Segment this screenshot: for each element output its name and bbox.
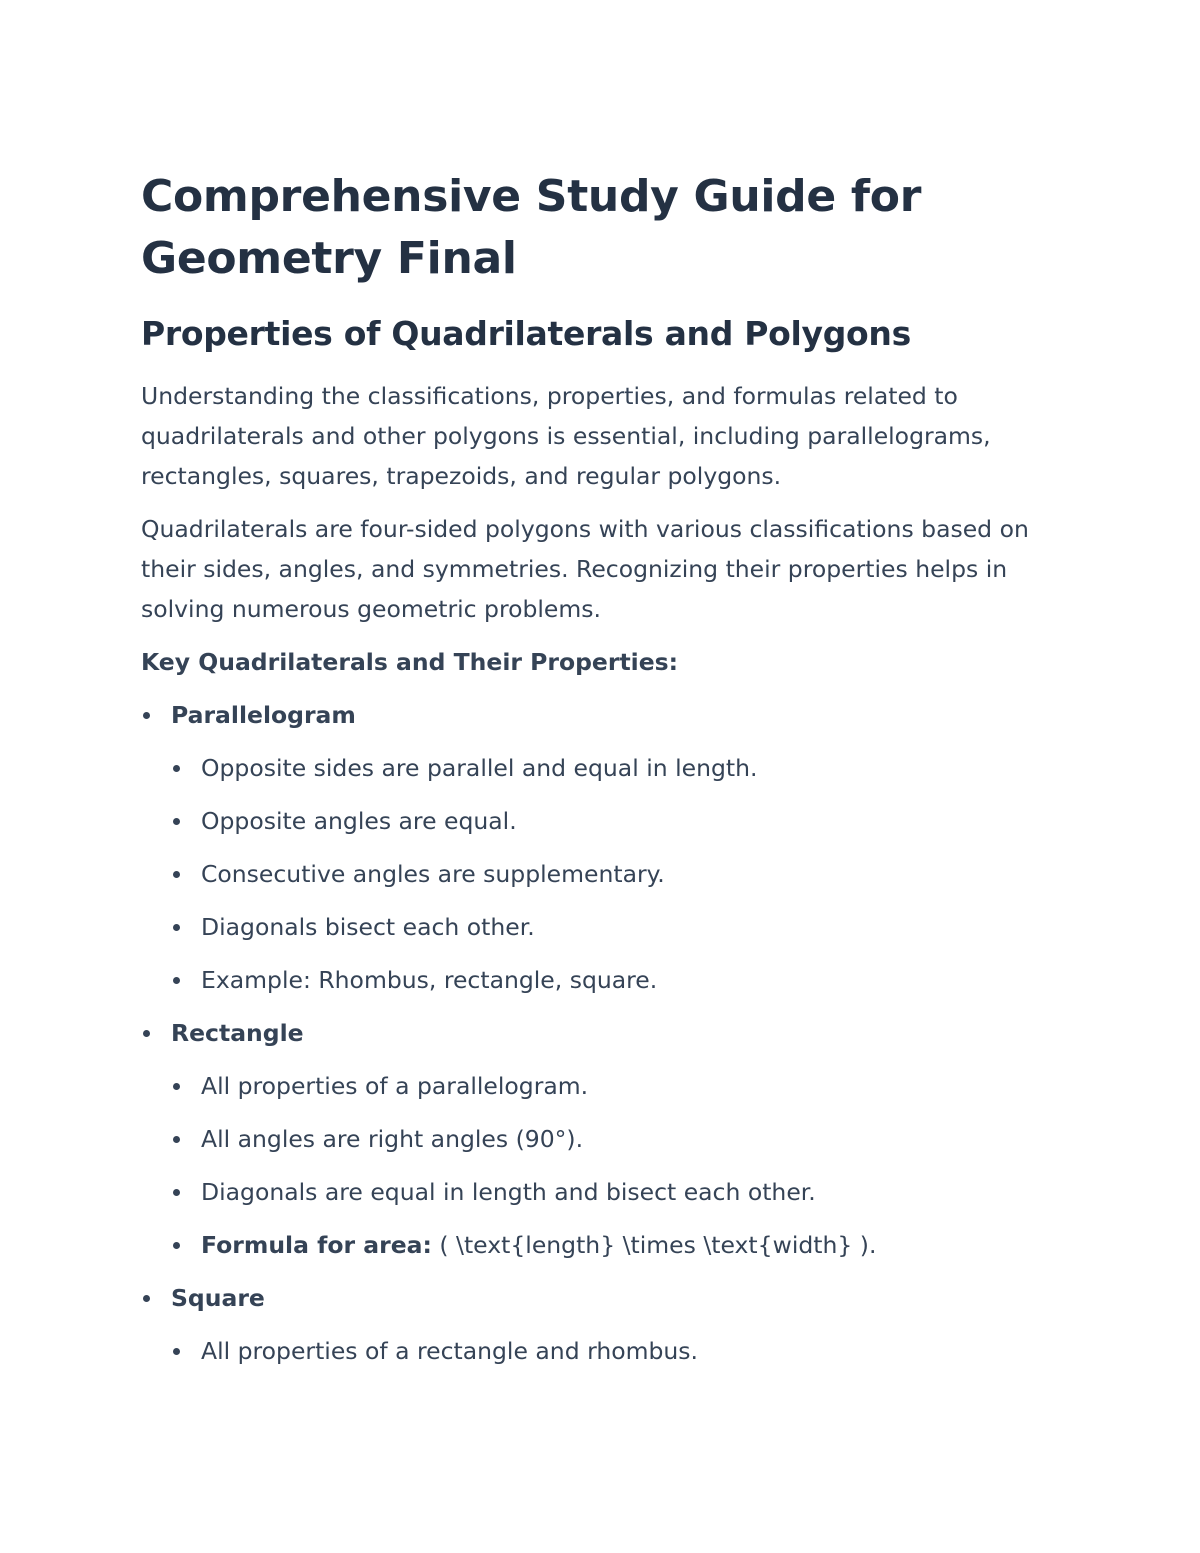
quadrilaterals-paragraph: Quadrilaterals are four-sided polygons with various classifications based on their sides, angles, and symmetries. Recognizing their properties helps in solving numerous geometric problems. [141, 515, 1029, 623]
property-text: Opposite sides are parallel and equal in length. [201, 754, 758, 782]
bullet-icon [173, 871, 180, 878]
bullet-icon [173, 977, 180, 984]
bullet-icon [173, 924, 180, 931]
key-quadrilaterals-label: Key Quadrilaterals and Their Properties: [141, 648, 679, 676]
bullet-icon [143, 712, 150, 719]
bullet-icon [173, 1242, 180, 1249]
list-item [171, 801, 1061, 841]
property-text: Diagonals are equal in length and bisect each other. [201, 1178, 816, 1206]
property-text: All properties of a rectangle and rhombus. [201, 1337, 699, 1365]
list-item [171, 1172, 1061, 1212]
property-text: Example: Rhombus, rectangle, square. [201, 966, 658, 994]
intro-paragraph: Understanding the classifications, properties, and formulas related to quadrilaterals and other polygons is essential, including parallelograms, rectangles, squares, trapezoids, and regular polygons. [141, 382, 991, 490]
bullet-icon [143, 1295, 150, 1302]
list-item-rectangle [141, 1013, 1061, 1265]
bullet-icon [173, 1348, 180, 1355]
list-item-square [141, 1278, 1061, 1371]
list-item [171, 1225, 1061, 1265]
square-properties [171, 1331, 1061, 1371]
formula-label: Formula for area: [201, 1231, 432, 1259]
section-heading: Properties of Quadrilaterals and Polygons [141, 314, 911, 353]
page-title: Comprehensive Study Guide for Geometry Final [141, 171, 922, 284]
property-text: All properties of a parallelogram. [201, 1072, 589, 1100]
list-item [171, 907, 1061, 947]
formula-text: ( \text{length} \times \text{width} ). [431, 1231, 877, 1259]
quadrilateral-list [141, 695, 1061, 1371]
list-item [171, 1331, 1061, 1371]
list-item [171, 1119, 1061, 1159]
property-text: All angles are right angles (90°). [201, 1125, 584, 1153]
list-item [171, 960, 1061, 1000]
square-heading: Square [171, 1284, 265, 1312]
parallelogram-heading: Parallelogram [171, 701, 356, 729]
bullet-icon [173, 765, 180, 772]
rectangle-heading: Rectangle [171, 1019, 304, 1047]
property-text: Opposite angles are equal. [201, 807, 517, 835]
document-page [141, 166, 1061, 1384]
bullet-icon [173, 1136, 180, 1143]
bullet-icon [173, 1083, 180, 1090]
list-item-parallelogram [141, 695, 1061, 1000]
bullet-icon [173, 1189, 180, 1196]
property-text: Diagonals bisect each other. [201, 913, 535, 941]
bullet-icon [173, 818, 180, 825]
list-item [171, 748, 1061, 788]
parallelogram-properties [171, 748, 1061, 1000]
bullet-icon [143, 1030, 150, 1037]
list-item [171, 1066, 1061, 1106]
rectangle-properties [171, 1066, 1061, 1265]
property-text: Consecutive angles are supplementary. [201, 860, 665, 888]
list-item [171, 854, 1061, 894]
